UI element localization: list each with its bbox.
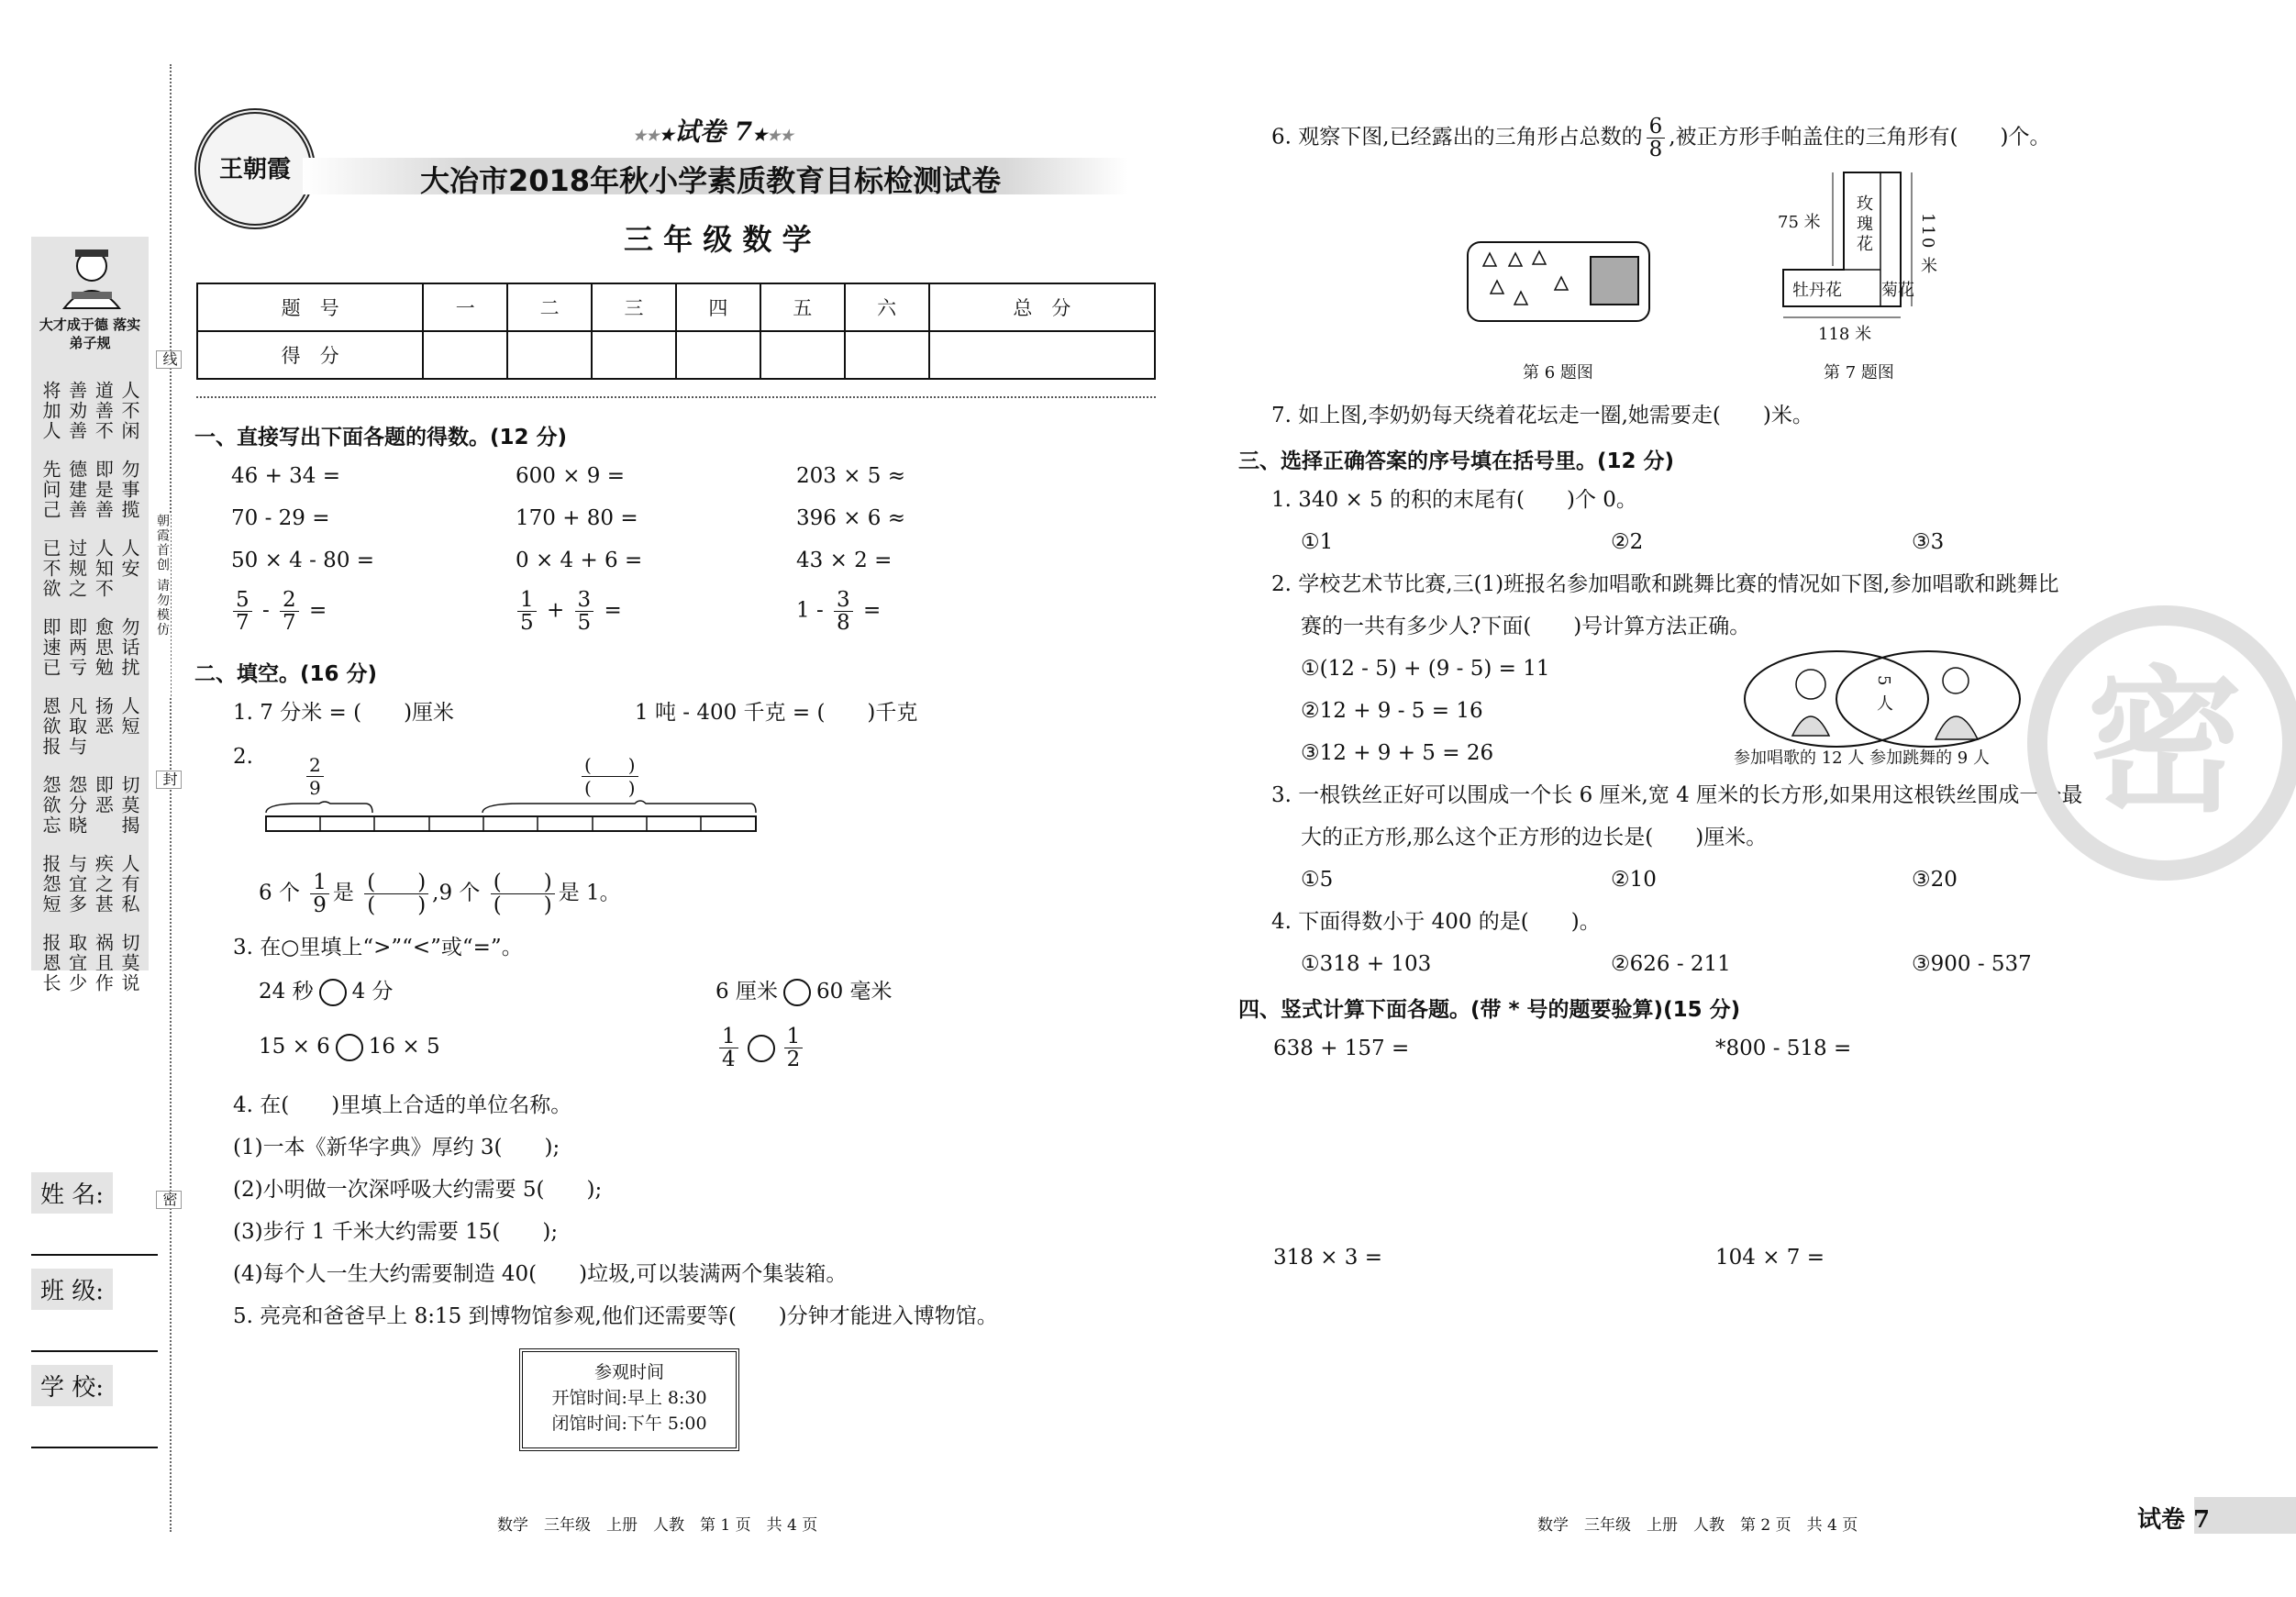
- binding-mark: 密: [156, 1191, 182, 1209]
- compare-item: 15 × 6 16 × 5: [259, 1033, 440, 1061]
- school-label: 学 校:: [31, 1365, 113, 1406]
- vertical-calc-item: 638 + 157 =: [1273, 1037, 1410, 1060]
- calc-item: 43 × 2 =: [796, 549, 893, 572]
- calc-item: 170 + 80 =: [516, 506, 638, 530]
- scholar-illustration: [55, 246, 128, 310]
- brand-logo: [194, 108, 316, 229]
- compare-circle[interactable]: [336, 1034, 363, 1061]
- figure-6-caption: 第 6 题图: [1523, 363, 1593, 383]
- class-line: [31, 1350, 158, 1352]
- table-cell: 题 号: [197, 283, 423, 331]
- question-3-3a: 3. 一根铁丝正好可以围成一个长 6 厘米,宽 4 厘米的长方形,如果用这根铁丝围成一个最: [1271, 783, 2083, 807]
- vertical-calc-item: 318 × 3 =: [1273, 1246, 1383, 1270]
- name-line: [31, 1254, 158, 1256]
- exam-title: 大冶市2018年秋小学素质教育目标检测试卷: [420, 163, 1002, 198]
- confidential-stamp: [2027, 605, 2296, 881]
- option[interactable]: ③3: [1912, 530, 1945, 554]
- option[interactable]: ①5: [1301, 868, 1334, 892]
- score-input-cell[interactable]: [423, 331, 507, 379]
- calc-item: 50 × 4 - 80 =: [231, 549, 375, 572]
- sign-close: 闭馆时间:下午 5:00: [551, 1414, 707, 1434]
- question-2-4-item: (4)每个人一生大约需要制造 40( )垃圾,可以装满两个集装箱。: [233, 1262, 848, 1286]
- score-table: [196, 283, 1156, 380]
- question-2-1b: 1 吨 - 400 千克 = ( )千克: [635, 701, 918, 725]
- question-2-2-label: 2.: [233, 745, 253, 769]
- figure-7-garden: [1778, 171, 1943, 345]
- calc-item: 46 + 34 =: [231, 464, 341, 488]
- col-group: 即速已 即两亏 愈思勉 勿话扰: [39, 617, 140, 678]
- question-2-2-text: 6 个 $\frac{1}{9}$ 是 $\frac{( )}{( )}$ ,9 个 $\frac{( )}{( )}$ 是 1。: [259, 871, 621, 917]
- score-input-cell[interactable]: [760, 331, 845, 379]
- vertical-calc-item: 104 × 7 =: [1715, 1246, 1825, 1270]
- option[interactable]: ①318 + 103: [1301, 952, 1432, 976]
- footer-tag: [2101, 1497, 2296, 1534]
- question-2-3: 3. 在○里填上“>”“<”或“=”。: [233, 936, 523, 959]
- calc-item: 600 × 9 =: [516, 464, 626, 488]
- sidebar-columns: [39, 381, 141, 1012]
- score-input-cell[interactable]: [507, 331, 592, 379]
- table-cell: 一: [423, 283, 507, 331]
- question-2-4-item: (1)一本《新华字典》厚约 3( );: [233, 1136, 560, 1159]
- brand-logo-text: 王朝霞: [218, 156, 291, 183]
- section-2-title: 二、填空。(16 分): [194, 662, 378, 686]
- class-label: 班 级:: [31, 1269, 113, 1310]
- segment-bar-diagram: [264, 800, 760, 840]
- compare-circle[interactable]: [319, 979, 347, 1006]
- option[interactable]: ③12 + 9 + 5 = 26: [1301, 741, 1494, 765]
- answer-blank[interactable]: $\frac{( )}{( )}$: [491, 871, 555, 916]
- compare-circle[interactable]: [783, 979, 811, 1006]
- col-group: 怨欲忘 怨分晓 即恶 切莫揭: [39, 775, 140, 836]
- compare-item: 24 秒 4 分: [259, 978, 394, 1006]
- compare-circle[interactable]: [748, 1035, 775, 1062]
- section-4-title: 四、竖式计算下面各题。(带 * 号的题要验算)(15 分): [1238, 998, 1741, 1022]
- frac-calc-item: 1 - $\frac{3}{8}$ =: [796, 588, 882, 635]
- score-input-cell[interactable]: [676, 331, 760, 379]
- frac-calc-item: $\frac{5}{7}$ - $\frac{2}{7}$ =: [229, 589, 327, 634]
- segment-fraction-label: $\frac{2}{9}$: [303, 754, 327, 799]
- option[interactable]: ①1: [1301, 530, 1334, 554]
- question-3-4: 4. 下面得数小于 400 的是( )。: [1271, 910, 1601, 934]
- venn-caption: 参加唱歌的 12 人 参加跳舞的 9 人: [1734, 749, 1990, 768]
- col-group: 恩欲报 凡取与 扬恶 人短: [39, 696, 140, 757]
- class-field[interactable]: [31, 1269, 158, 1352]
- table-cell: 六: [845, 283, 929, 331]
- table-cell: 四: [676, 283, 760, 331]
- score-table-header: [197, 283, 1155, 331]
- col-group: 报怨短 与宜多 疾之甚 人有私: [39, 854, 140, 915]
- museum-hours-sign: [519, 1348, 739, 1451]
- length-75-label: 75 米: [1778, 213, 1821, 232]
- col-group: 已不欲 过规之 人知不 人安: [39, 538, 140, 599]
- divider: [196, 396, 1156, 398]
- table-cell: 三: [592, 283, 676, 331]
- option[interactable]: ①(12 - 5) + (9 - 5) = 11: [1301, 657, 1550, 681]
- option[interactable]: ②2: [1611, 530, 1644, 554]
- table-cell: 总 分: [929, 283, 1155, 331]
- score-input-cell[interactable]: [592, 331, 676, 379]
- page-footer-right: 数学 三年级 上册 人教 第 2 页 共 4 页: [1537, 1516, 1858, 1535]
- figure-6-triangles: [1466, 240, 1651, 328]
- question-2-4: 4. 在( )里填上合适的单位名称。: [233, 1093, 572, 1117]
- sign-title: 参观时间: [593, 1362, 664, 1382]
- score-input-cell[interactable]: [845, 331, 929, 379]
- option[interactable]: ②10: [1611, 868, 1657, 892]
- option[interactable]: ②12 + 9 - 5 = 16: [1301, 699, 1483, 723]
- binding-mark: 封: [156, 771, 182, 789]
- calc-item: 70 - 29 =: [231, 506, 330, 530]
- calc-item: 0 × 4 + 6 =: [516, 549, 643, 572]
- option[interactable]: ③20: [1912, 868, 1958, 892]
- compare-item: 6 厘米 60 毫米: [715, 978, 893, 1006]
- frac-calc-item: $\frac{1}{5}$ + $\frac{3}{5}$ =: [514, 589, 622, 634]
- stamp-text: 密: [2086, 652, 2243, 834]
- compare-item: $\frac{1}{4}$ $\frac{1}{2}$: [715, 1026, 806, 1070]
- school-line: [31, 1447, 158, 1448]
- answer-blank[interactable]: $\frac{( )}{( )}$: [364, 871, 428, 916]
- table-cell: 二: [507, 283, 592, 331]
- sidebar-motto: 大才成于德 落实弟子规: [39, 316, 141, 351]
- binding-dotted-line: [170, 64, 172, 1532]
- segment-fraction-blank[interactable]: $\frac{( )}{( )}$: [578, 754, 642, 799]
- col-group: 将加人 善劝善 道善不 人不闲: [39, 381, 140, 441]
- length-118-label: 118 米: [1814, 321, 1875, 345]
- vertical-calc-item: *800 - 518 =: [1715, 1037, 1852, 1060]
- question-3-1: 1. 340 × 5 的积的末尾有( )个 0。: [1271, 488, 1637, 512]
- rose-label: 玫瑰花: [1854, 194, 1873, 255]
- length-110-label: 110 米: [1918, 213, 1937, 276]
- binding-mark: 线: [156, 350, 182, 369]
- col-group: 报恩长 取宜少 祸且作 切莫说: [39, 933, 140, 993]
- score-table-row: [197, 331, 1155, 379]
- question-2-5: 5. 亮亮和爸爸早上 8:15 到博物馆参观,他们还需要等( )分钟才能进入博物馆。: [233, 1304, 998, 1328]
- page-footer-left: 数学 三年级 上册 人教 第 1 页 共 4 页: [497, 1516, 818, 1535]
- calc-item: 203 × 5 ≈: [796, 464, 906, 488]
- question-3-2a: 2. 学校艺术节比赛,三(1)班报名参加唱歌和跳舞比赛的情况如下图,参加唱歌和跳舞比: [1271, 572, 2059, 596]
- binding-mark: 朝霞首创 请勿模仿: [154, 514, 171, 697]
- venn-overlap-count: 5 人: [1874, 675, 1893, 714]
- question-7: 7. 如上图,李奶奶每天绕着花坛走一圈,她需要走( )米。: [1271, 404, 1814, 427]
- option[interactable]: ③900 - 537: [1912, 952, 2032, 976]
- footer-tag-text: 试卷 7: [2137, 1506, 2211, 1534]
- option[interactable]: ②626 - 211: [1611, 952, 1731, 976]
- section-1-title: 一、直接写出下面各题的得数。(12 分): [194, 426, 568, 449]
- question-2-4-item: (2)小明做一次深呼吸大约需要 5( );: [233, 1178, 603, 1202]
- score-input-cell[interactable]: [929, 331, 1155, 379]
- peony-label: 牡丹花: [1792, 281, 1842, 300]
- col-group: 先问己 德建善 即是善 勿事揽: [39, 460, 140, 520]
- name-field[interactable]: [31, 1172, 158, 1256]
- star-icon: ★★: [767, 127, 793, 144]
- subject-title: 三 年 级 数 学: [624, 222, 812, 257]
- question-2-1a: 1. 7 分米 = ( )厘米: [233, 701, 455, 725]
- sign-open: 开馆时间:早上 8:30: [551, 1388, 707, 1408]
- question-6: 6. 观察下图,已经露出的三角形占总数的 $\frac{6}{8}$ ,被正方形手帕盖住的三角形有( )个。: [1271, 115, 2051, 161]
- table-cell: 得 分: [197, 331, 423, 379]
- question-3-2b: 赛的一共有多少人?下面( )号计算方法正确。: [1301, 615, 1751, 638]
- section-3-title: 三、选择正确答案的序号填在括号里。(12 分): [1238, 449, 1675, 473]
- question-3-3b: 大的正方形,那么这个正方形的边长是( )厘米。: [1301, 826, 1768, 849]
- chrysanthemum-label: 菊花: [1881, 281, 1914, 300]
- venn-diagram: [1739, 648, 2025, 752]
- name-label: 姓 名:: [31, 1172, 113, 1214]
- table-cell: 五: [760, 283, 845, 331]
- figure-7-caption: 第 7 题图: [1824, 363, 1894, 383]
- series-label: ★★★试卷 7★★★: [633, 116, 793, 147]
- school-field[interactable]: [31, 1365, 158, 1448]
- calc-item: 396 × 6 ≈: [796, 506, 906, 530]
- question-2-4-item: (3)步行 1 千米大约需要 15( );: [233, 1220, 559, 1244]
- star-icon: ★★: [633, 127, 660, 144]
